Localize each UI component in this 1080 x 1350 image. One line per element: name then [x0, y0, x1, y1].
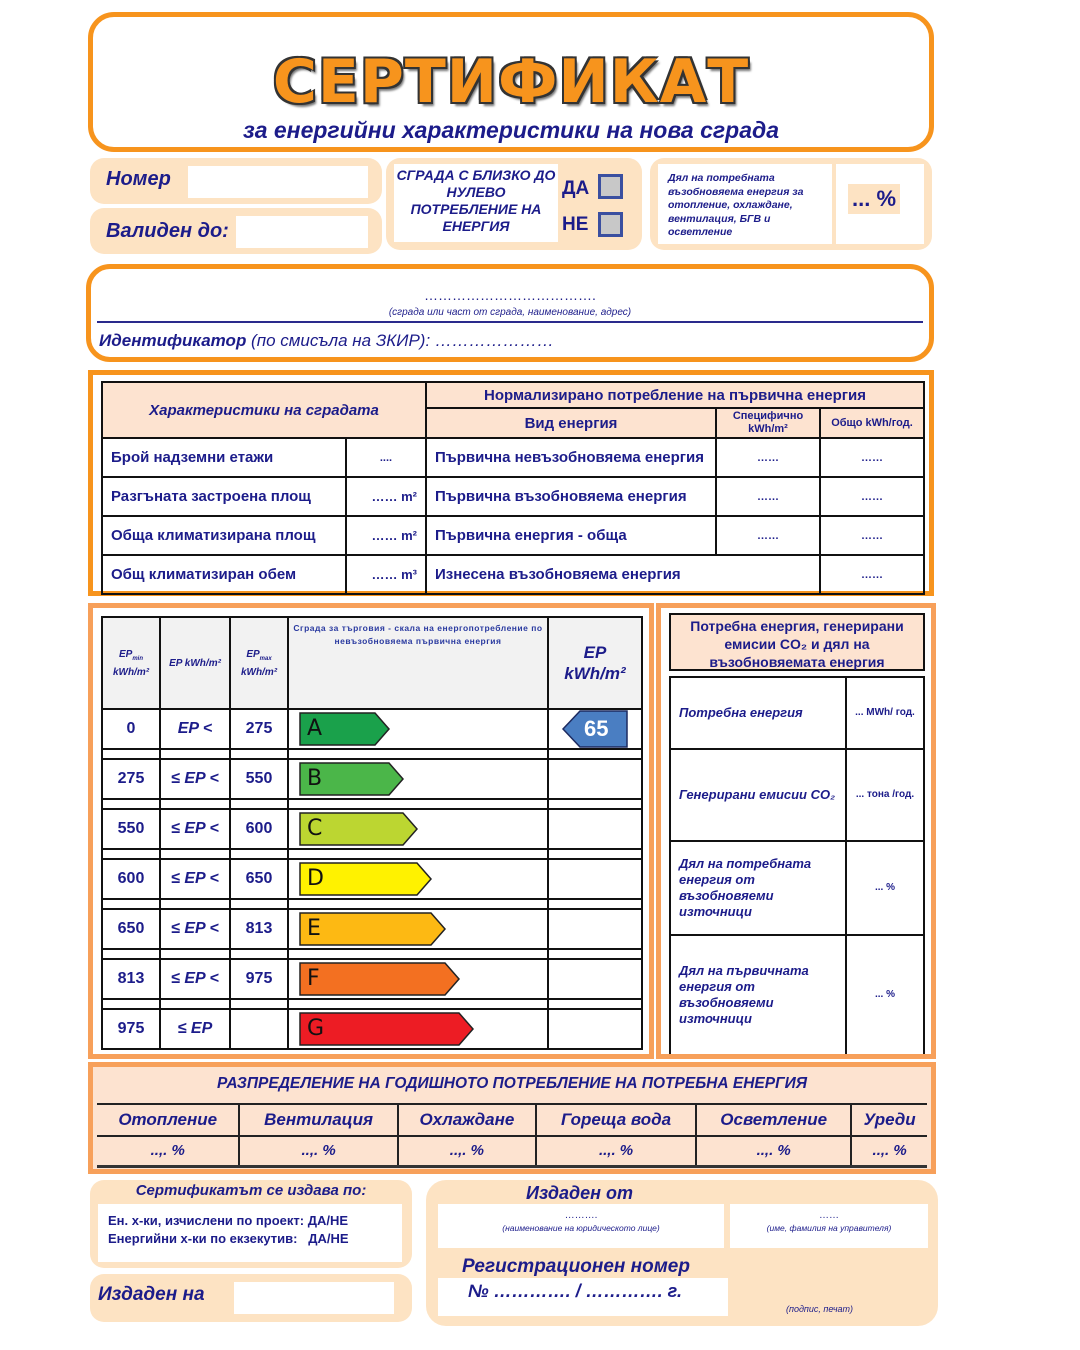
- band-min: 275: [102, 759, 160, 799]
- energy-total[interactable]: ……: [820, 477, 924, 516]
- number-field[interactable]: [188, 166, 368, 198]
- ep-value-cell: [548, 959, 642, 999]
- band-max: 550: [230, 759, 288, 799]
- energy-specific[interactable]: ……: [716, 477, 820, 516]
- needed-energy-section: [656, 603, 936, 1059]
- needed-value[interactable]: ... %: [846, 841, 924, 935]
- signature-caption: (подпис, печат): [786, 1304, 853, 1314]
- needed-label: Дял на първичната енергия от възобновяеми източници: [670, 935, 846, 1054]
- certificate-header: [88, 12, 934, 152]
- issuer-caption: (наименование на юридическото лице): [502, 1223, 660, 1233]
- band-max: [230, 1009, 288, 1049]
- col-energy-type: Вид енергия: [426, 408, 716, 438]
- energy-class-letter: E: [307, 916, 321, 941]
- col-ep: EP kWh/m²: [160, 617, 230, 709]
- number-label: Номер: [106, 168, 171, 190]
- dist-value-ventilation[interactable]: ..,. %: [239, 1136, 397, 1166]
- band-operator: ≤ EP <: [160, 759, 230, 799]
- current-ep-value: 65: [584, 716, 609, 741]
- char-value[interactable]: …… m³: [346, 555, 426, 594]
- yes-checkbox[interactable]: [598, 174, 623, 199]
- table-row: [102, 516, 924, 555]
- char-label: Общ климатизиран обем: [102, 555, 346, 594]
- char-label: Разгъната застроена площ: [102, 477, 346, 516]
- issuer-block: [426, 1180, 938, 1326]
- energy-class-letter: D: [307, 866, 324, 891]
- energy-class-letter: G: [307, 1016, 325, 1041]
- band-operator: ≤ EP <: [160, 909, 230, 949]
- band-min: 600: [102, 859, 160, 899]
- ep-value-cell: [548, 859, 642, 899]
- yes-label: ДА: [562, 178, 590, 199]
- char-label: Обща климатизирана площ: [102, 516, 346, 555]
- issuer-name-field[interactable]: [438, 1204, 724, 1248]
- band-max: 975: [230, 959, 288, 999]
- energy-class-e-arrow: [299, 912, 447, 946]
- band-max: 813: [230, 909, 288, 949]
- band-min: 813: [102, 959, 160, 999]
- needed-label: Потребна енергия: [670, 677, 846, 749]
- needed-label: Дял на потребната енергия от възобновяеми източници: [670, 841, 846, 935]
- energy-class-letter: A: [307, 716, 323, 741]
- band-operator: ≤ EP <: [160, 809, 230, 849]
- table-row: [670, 749, 924, 841]
- issuance-basis-block: [90, 1180, 412, 1268]
- distribution-table: [97, 1103, 927, 1168]
- energy-specific[interactable]: ……: [716, 438, 820, 477]
- band-row-b: [102, 759, 642, 799]
- band-row-f: [102, 959, 642, 999]
- energy-label: Първична енергия - обща: [426, 516, 716, 555]
- energy-label: Изнесена възобновяема енергия: [426, 555, 820, 594]
- dist-value-hot-water[interactable]: ..,. %: [536, 1136, 696, 1166]
- renewable-share-label: Дял на потребната възобновяема енергия за отопление, охлаждане, вентилация, БГВ и осветление: [658, 164, 832, 244]
- issued-to-label: Издаден на: [98, 1284, 205, 1305]
- band-row-c: [102, 809, 642, 849]
- band-max: 650: [230, 859, 288, 899]
- band-bar-cell: [288, 709, 548, 749]
- divider: [97, 321, 923, 323]
- table-row: [670, 841, 924, 935]
- dist-col-heating: Отопление: [97, 1104, 239, 1136]
- band-bar-cell: [288, 909, 548, 949]
- char-label: Брой надземни етажи: [102, 438, 346, 477]
- col-epmin: $EP_{min}$ kWh/m²: [102, 617, 160, 709]
- table-row: [102, 555, 924, 594]
- characteristics-title: Характеристики на сградата: [102, 382, 426, 438]
- band-min: 975: [102, 1009, 160, 1049]
- ep-value-cell: [548, 809, 642, 849]
- identifier-label: Идентификатор: [99, 331, 247, 350]
- table-row: [102, 438, 924, 477]
- band-bar-cell: [288, 759, 548, 799]
- band-operator: ≤ EP: [160, 1009, 230, 1049]
- band-bar-cell: [288, 959, 548, 999]
- issued-to-field[interactable]: [234, 1282, 394, 1314]
- characteristics-section: [88, 370, 934, 596]
- band-operator: EP <: [160, 709, 230, 749]
- renewable-share-value: ... %: [848, 184, 900, 214]
- band-min: 550: [102, 809, 160, 849]
- issuance-basis-title: Сертификатът се издава по:: [135, 1182, 367, 1199]
- building-address-block: [86, 264, 934, 362]
- renewable-share-block: [650, 158, 932, 250]
- band-min: 0: [102, 709, 160, 749]
- energy-class-letter: C: [307, 816, 323, 841]
- distribution-title: РАЗПРЕДЕЛЕНИЕ НА ГОДИШНОТО ПОТРЕБЛЕНИЕ НА ПОТРЕБНА ЕНЕРГИЯ: [216, 1075, 808, 1092]
- band-row-e: [102, 909, 642, 949]
- valid-until-label: Валиден до:: [106, 220, 229, 242]
- issuer-title: Издаден от: [526, 1183, 634, 1203]
- valid-until-field[interactable]: [236, 216, 368, 248]
- band-row-d: [102, 859, 642, 899]
- address-caption: (сграда или част от сграда, наименование, адрес): [388, 307, 632, 318]
- energy-total[interactable]: ……: [820, 438, 924, 477]
- band-bar-cell: [288, 809, 548, 849]
- dist-col-ventilation: Вентилация: [239, 1104, 397, 1136]
- dist-value-appliances[interactable]: ..,. %: [851, 1136, 927, 1166]
- dist-col-appliances: Уреди: [851, 1104, 927, 1136]
- current-rating-pointer: [562, 710, 628, 748]
- char-value[interactable]: ....: [346, 438, 426, 477]
- characteristics-table: [101, 381, 925, 595]
- ep-value-cell: [548, 909, 642, 949]
- band-min: 650: [102, 909, 160, 949]
- dist-value-cooling[interactable]: ..,. %: [398, 1136, 536, 1166]
- band-gap: [102, 949, 642, 959]
- valid-until-row: [90, 208, 382, 254]
- band-gap: [102, 849, 642, 859]
- basis-asbuilt-line[interactable]: Енергийни х-ки по екзекутив: ДА/НЕ: [108, 1231, 349, 1246]
- energy-class-b-arrow: [299, 762, 405, 796]
- energy-rating-section: [88, 603, 654, 1059]
- col-total: Общо kWh/год.: [820, 408, 924, 438]
- band-gap: [102, 749, 642, 759]
- energy-label: Първична невъзобновяема енергия: [426, 438, 716, 477]
- band-gap: [102, 899, 642, 909]
- ep-value-cell: [548, 709, 642, 749]
- number-row: [90, 158, 382, 204]
- energy-class-letter: B: [307, 766, 323, 791]
- scale-title: Сграда за търговия - скала на енергопотребление по невъзобновяема първична енергия: [288, 617, 548, 709]
- ep-value-cell: [548, 1009, 642, 1049]
- band-operator: ≤ EP <: [160, 859, 230, 899]
- dist-value-lighting[interactable]: ..,. %: [696, 1136, 851, 1166]
- needed-label: Генерирани емисии CO₂: [670, 749, 846, 841]
- manager-name-field[interactable]: [730, 1204, 928, 1248]
- band-gap: [102, 799, 642, 809]
- band-bar-cell: [288, 1009, 548, 1049]
- dist-col-hot-water: Гореща вода: [536, 1104, 696, 1136]
- needed-energy-title: Потребна енергия, генерирани емисии CO₂ и дял на възобновяемата енергия: [669, 613, 925, 671]
- certificate-subtitle: за енергийни характеристики на нова сграда: [242, 117, 780, 143]
- manager-dots: ……: [819, 1210, 839, 1221]
- char-value[interactable]: …… m²: [346, 516, 426, 555]
- nzeb-block: [386, 158, 642, 250]
- primary-energy-title: Нормализирано потребление на първична енергия: [426, 382, 924, 408]
- renewable-share-field[interactable]: [836, 164, 924, 244]
- energy-class-letter: F: [307, 966, 320, 991]
- ep-value-cell: [548, 759, 642, 799]
- col-ep-value: EP kWh/m²: [548, 617, 642, 709]
- energy-class-a-arrow: [299, 712, 391, 746]
- address-placeholder[interactable]: ……………………………….: [424, 287, 596, 303]
- table-row: [102, 477, 924, 516]
- identifier-row: [99, 331, 554, 351]
- col-epmax: $EP_{max}$ kWh/m²: [230, 617, 288, 709]
- band-max: 600: [230, 809, 288, 849]
- basis-project-line[interactable]: Ен. х-ки, изчислени по проект: ДА/НЕ: [108, 1213, 349, 1228]
- dist-col-lighting: Осветление: [696, 1104, 851, 1136]
- char-value[interactable]: …… m²: [346, 477, 426, 516]
- energy-total[interactable]: ……: [820, 516, 924, 555]
- band-gap: [102, 999, 642, 1009]
- col-specific: Специфично kWh/m²: [716, 408, 820, 438]
- no-checkbox[interactable]: [598, 212, 623, 237]
- identifier-value[interactable]: (по смисъла на ЗКИР): …………………: [246, 331, 554, 350]
- needed-value[interactable]: ... MWh/ год.: [846, 677, 924, 749]
- energy-class-d-arrow: [299, 862, 433, 896]
- dist-value-heating[interactable]: ..,. %: [97, 1136, 239, 1166]
- energy-class-c-arrow: [299, 812, 419, 846]
- band-bar-cell: [288, 859, 548, 899]
- no-label: НЕ: [562, 214, 589, 235]
- issuer-dots: ……….: [564, 1210, 598, 1221]
- certificate-title: СЕРТИФИКАТ: [272, 47, 750, 117]
- energy-class-f-arrow: [299, 962, 461, 996]
- issued-to-row: [90, 1274, 412, 1322]
- distribution-section: [88, 1062, 936, 1174]
- band-operator: ≤ EP <: [160, 959, 230, 999]
- needed-value[interactable]: ... %: [846, 935, 924, 1054]
- energy-specific[interactable]: ……: [716, 516, 820, 555]
- band-row-g: [102, 1009, 642, 1049]
- manager-caption: (име, фамилия на управителя): [766, 1223, 892, 1233]
- issuance-basis-body: [98, 1204, 402, 1262]
- band-row-a: [102, 709, 642, 749]
- needed-energy-table: [669, 676, 925, 1054]
- energy-rating-table: [101, 616, 643, 1050]
- energy-label: Първична възобновяема енергия: [426, 477, 716, 516]
- energy-total[interactable]: ……: [820, 555, 924, 594]
- registration-title: Регистрационен номер: [462, 1256, 690, 1277]
- energy-class-g-arrow: [299, 1012, 475, 1046]
- band-max: 275: [230, 709, 288, 749]
- dist-col-cooling: Охлаждане: [398, 1104, 536, 1136]
- table-row: [670, 677, 924, 749]
- table-row: [670, 935, 924, 1054]
- needed-value[interactable]: ... тона /год.: [846, 749, 924, 841]
- registration-number-field[interactable]: № …………. / …………. г.: [438, 1278, 728, 1316]
- nzeb-label: СГРАДА С БЛИЗКО ДО НУЛЕВО ПОТРЕБЛЕНИЕ НА ЕНЕРГИЯ: [394, 164, 558, 242]
